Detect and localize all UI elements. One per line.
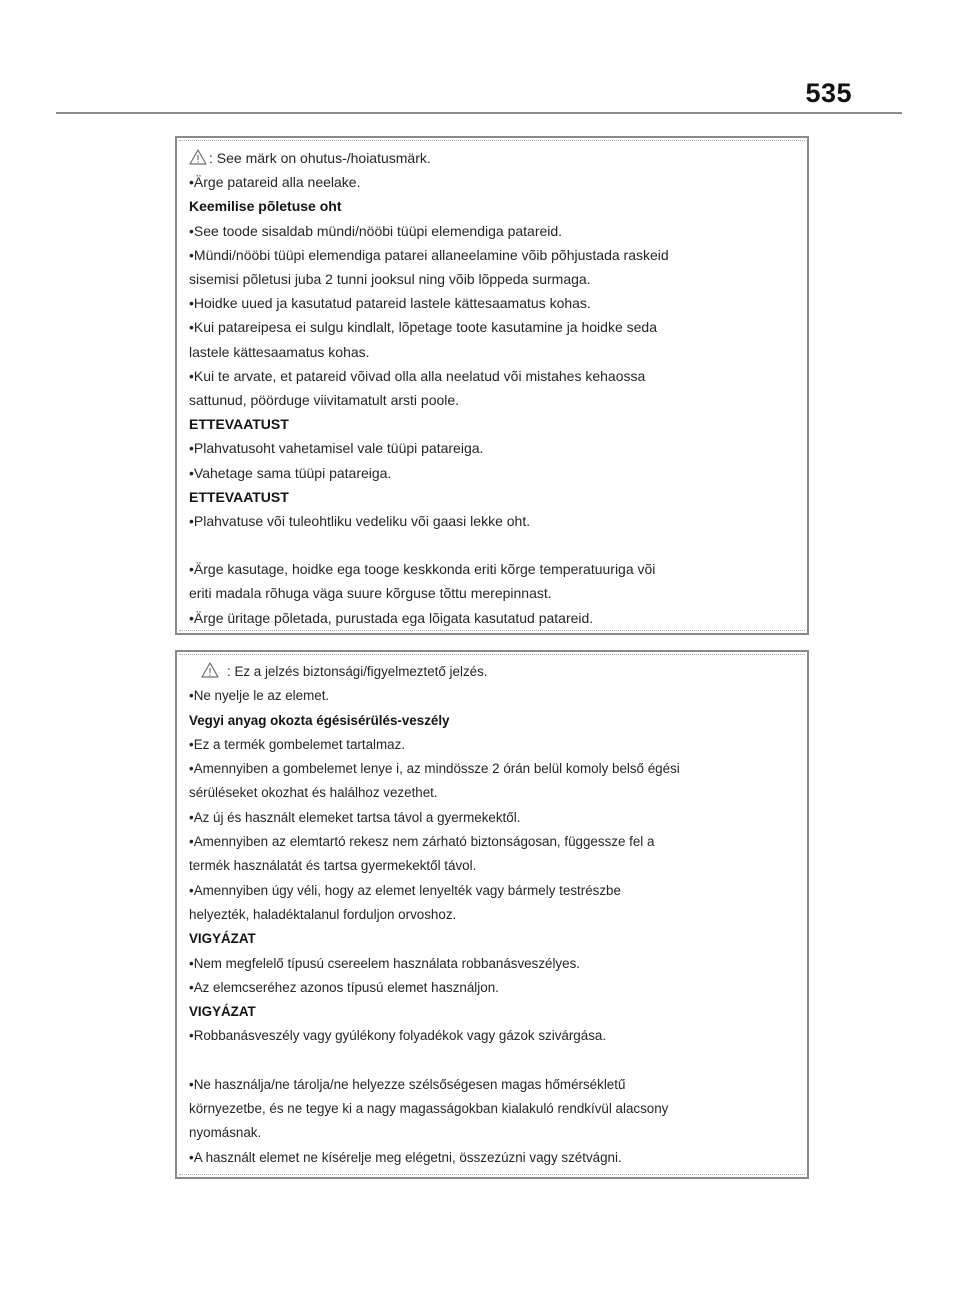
estonian-safety-notice xyxy=(175,136,809,635)
notice-line: eriti madala rõhuga väga suure kõrguse tõttu merepinnast. xyxy=(189,585,552,602)
notice-line: •Amennyiben a gombelemet lenye i, az mindössze 2 órán belül komoly belső égési xyxy=(189,761,680,777)
notice-line: sisemisi põletusi juba 2 tunni jooksul ning võib lõppeda surmaga. xyxy=(189,271,591,288)
notice-line: •Ne nyelje le az elemet. xyxy=(189,688,330,704)
notice-line: •Plahvatuse või tuleohtliku vedeliku või gaasi lekke oht. xyxy=(189,513,531,530)
warning-triangle-icon xyxy=(189,149,207,165)
notice-line: •Az új és használt elemeket tartsa távol a gyermekektől. xyxy=(189,809,521,825)
section-heading: Vegyi anyag okozta égésisérülés-veszély xyxy=(189,712,450,728)
notice-line: helyezték, haladéktalanul forduljon orvoshoz. xyxy=(189,906,457,922)
notice-line: •Nem megfelelő típusú csereelem használata robbanásveszélyes. xyxy=(189,955,580,971)
notice-lines xyxy=(189,684,799,1170)
symbol-note-text: : Ez a jelzés biztonsági/figyelmeztető jelzés. xyxy=(227,664,488,679)
spacer xyxy=(189,1049,799,1073)
notice-line: környezetbe, és ne tegye ki a nagy magasságokban kialakuló rendkívül alacsony xyxy=(189,1101,669,1117)
notice-line: •Robbanásveszély vagy gyúlékony folyadékok vagy gázok szivárgása. xyxy=(189,1028,607,1044)
symbol-note xyxy=(189,660,799,684)
notice-line: •Az elemcseréhez azonos típusú elemet használjon. xyxy=(189,979,499,995)
notice-line: •Ez a termék gombelemet tartalmaz. xyxy=(189,736,406,752)
notice-line: •Ärge üritage põletada, purustada ega lõigata kasutatud patareid. xyxy=(189,609,594,626)
notice-line: •Ne használja/ne tárolja/ne helyezze szélsőségesen magas hőmérsékletű xyxy=(189,1076,626,1092)
notice-line: •Amennyiben az elemtartó rekesz nem zárható biztonságosan, függessze fel a xyxy=(189,834,655,850)
page-number: 535 xyxy=(805,78,852,108)
notice-line: nyomásnak. xyxy=(189,1125,262,1141)
notice-line: •Vahetage sama tüüpi patareiga. xyxy=(189,464,392,481)
notice-line: •Plahvatusoht vahetamisel vale tüüpi patareiga. xyxy=(189,440,484,457)
section-heading: ETTEVAATUST xyxy=(189,416,289,433)
section-heading: ETTEVAATUST xyxy=(189,488,289,505)
hungarian-safety-notice xyxy=(175,650,809,1179)
notice-line: sattunud, pöörduge viivitamatult arsti poole. xyxy=(189,392,460,409)
notice-line: •Kui te arvate, et patareid võivad olla alla neelatud või mistahes kehaossa xyxy=(189,367,646,384)
notice-line: •See toode sisaldab mündi/nööbi tüüpi elemendiga patareid. xyxy=(189,222,563,239)
notice-line: •Ärge kasutage, hoidke ega tooge keskkonda eriti kõrge temperatuuriga või xyxy=(189,561,656,578)
header-divider xyxy=(56,112,902,114)
section-heading: VIGYÁZAT xyxy=(189,931,256,947)
section-heading: Keemilise põletuse oht xyxy=(189,198,342,215)
warning-triangle-icon xyxy=(201,662,219,678)
notice-line: •Amennyiben úgy véli, hogy az elemet lenyelték vagy bármely testrészbe xyxy=(189,882,621,898)
notice-line: •Hoidke uued ja kasutatud patareid lastele kättesaamatus kohas. xyxy=(189,295,591,312)
notice-line: lastele kättesaamatus kohas. xyxy=(189,343,370,360)
section-heading: VIGYÁZAT xyxy=(189,1004,256,1020)
symbol-note-text: : See märk on ohutus-/hoiatusmärk. xyxy=(209,150,431,166)
notice-line: •Kui patareipesa ei sulgu kindlalt, lõpetage toote kasutamine ja hoidke seda xyxy=(189,319,657,336)
notice-line: sérüléseket okozhat és halálhoz vezethet. xyxy=(189,785,438,801)
notice-line: •A használt elemet ne kísérelje meg elégetni, összezúzni vagy szétvágni. xyxy=(189,1149,622,1165)
notice-line: •Ärge patareid alla neelake. xyxy=(189,174,361,191)
symbol-note xyxy=(189,146,799,170)
notice-line: •Mündi/nööbi tüüpi elemendiga patarei allaneelamine võib põhjustada raskeid xyxy=(189,246,669,263)
notice-line: termék használatát és tartsa gyermekektől távol. xyxy=(189,858,477,874)
notice-lines xyxy=(189,170,799,630)
spacer xyxy=(189,533,799,557)
